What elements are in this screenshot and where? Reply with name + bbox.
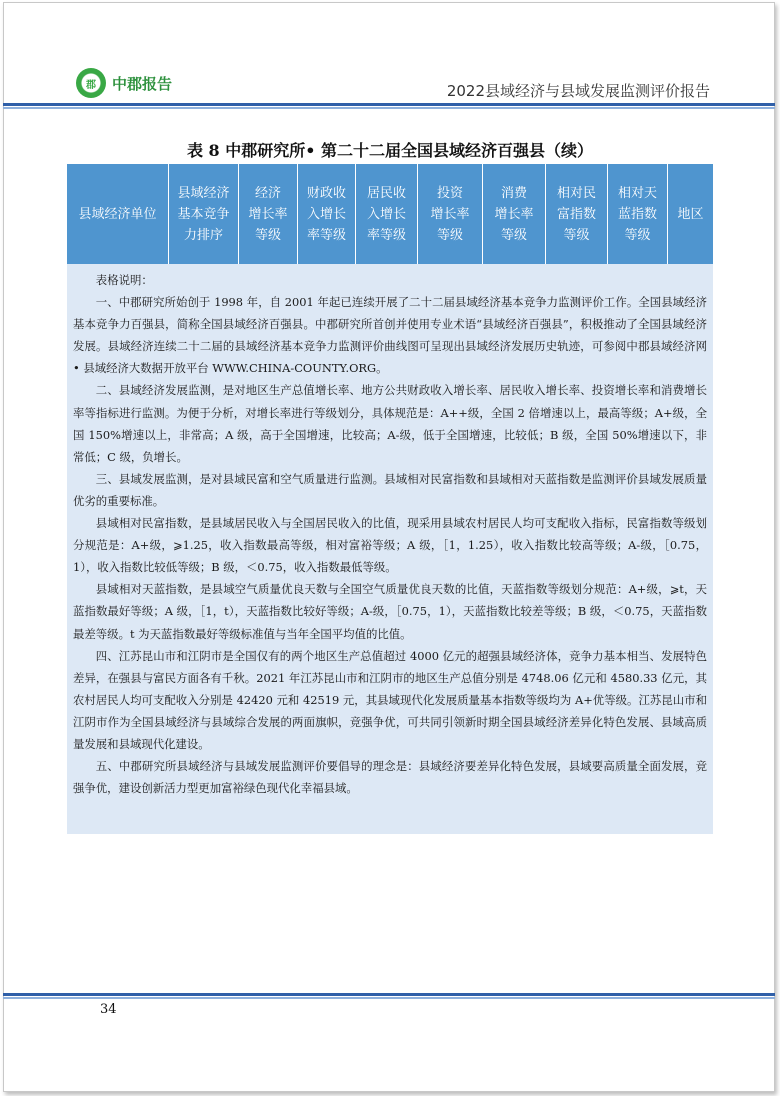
header-divider-light xyxy=(3,107,775,109)
page-number: 34 xyxy=(100,1002,117,1017)
col-header-investment-growth: 投资 增长率 等级 xyxy=(418,164,483,264)
col-header-bluesky-index: 相对天 蓝指数 等级 xyxy=(608,164,668,264)
report-title: 2022县域经济与县域发展监测评价报告 xyxy=(446,82,710,100)
table-caption: 表 8 中郡研究所• 第二十二届全国县域经济百强县（续） xyxy=(186,141,594,160)
notes-paragraph-6: 四、江苏昆山市和江阴市是全国仅有的两个地区生产总值超过 4000 亿元的超强县域经济体，竞争力基本相当、发展特色差异，在强县与富民方面各有千秋。2021 年江苏昆山市和江阴市的地区生产总值分别是 4748.06 亿元和 4580.33 亿元，其农村居民人均可支配收入分别是 42420 元和 42519 元，其县域现代化发展质量基本指数等级均为 A+优等级。江苏昆山市和江阴市作为全国县域经济与县域综合发展的两面旗帜，竞强争优，可共同引领新时期全国县域经济差异化特色发展、县域高质量发展和县域现代化建设。 xyxy=(73,648,707,751)
notes-paragraph-2: 二、县域经济发展监测，是对地区生产总值增长率、地方公共财政收入增长率、居民收入增长率、投资增长率和消费增长率等指标进行监测。为便于分析，对增长率进行等级划分，具体规范是：A++级，全国 2 倍增速以上，最高等级；A+级，全国 150%增速以上，非常高；A 级，高于全国增速，比较高；A-级，低于全国增速，比较低；B 级，全国 50%增速以下，非常低；C 级，负增长。 xyxy=(73,383,707,464)
col-header-income-growth: 居民收 入增长 率等级 xyxy=(356,164,418,264)
col-header-consumption-growth: 消费 增长率 等级 xyxy=(483,164,546,264)
notes-paragraph-3: 三、县域发展监测，是对县域民富和空气质量进行监测。县域相对民富指数和县域相对天蓝指数是监测评价县域发展质量优劣的重要标准。 xyxy=(73,471,707,508)
notes-paragraph-5: 县域相对天蓝指数，是县域空气质量优良天数与全国空气质量优良天数的比值，天蓝指数等级划分规范：A+级，⩾t，天蓝指数最好等级；A 级，［1，t），天蓝指数比较好等级；A-级，［0.75，1），天蓝指数比较差等级；B 级，＜0.75，天蓝指数最差等级。t 为天蓝指数最好等级标准值与当年全国平均值的比值。 xyxy=(73,582,707,641)
col-header-gdp-growth: 经济 增长率 等级 xyxy=(239,164,298,264)
brand-logo xyxy=(76,68,172,98)
footer-divider-light xyxy=(3,997,775,999)
notes-heading: 表格说明： xyxy=(95,273,153,287)
col-header-rank: 县域经济 基本竞争 力排序 xyxy=(169,164,239,264)
col-header-fiscal-growth: 财政收 入增长 率等级 xyxy=(298,164,356,264)
header-divider xyxy=(3,103,775,106)
footer-divider xyxy=(3,993,775,996)
col-header-region: 地区 xyxy=(677,206,704,222)
col-header-county: 县域经济单位 xyxy=(67,164,169,264)
table-notes xyxy=(67,264,713,834)
logo-text: 中郡报告 xyxy=(112,74,173,93)
col-header-wealth-index: 相对民 富指数 等级 xyxy=(546,164,608,264)
logo-badge-icon xyxy=(76,68,106,98)
notes-paragraph-7: 五、中郡研究所县域经济与县域发展监测评价要倡导的理念是：县域经济要差异化特色发展，县域要高质量全面发展，竞强争优，建设创新活力型更加富裕绿色现代化幸福县域。 xyxy=(73,759,707,796)
notes-paragraph-4: 县域相对民富指数，是县域居民收入与全国居民收入的比值，现采用县域农村居民人均可支配收入指标，民富指数等级划分规范是：A+级，⩾1.25，收入指数最高等级，相对富裕等级；A 级，［1，1.25），收入指数比较高等级；A-级，［0.75，1），收入指数比较低等级；B 级，＜0.75，收入指数最低等级。 xyxy=(73,516,707,575)
table-header-row xyxy=(67,164,713,264)
logo-badge-char: 郡 xyxy=(86,79,96,91)
notes-paragraph-1: 一、中郡研究所始创于 1998 年，自 2001 年起已连续开展了二十二届县域经济基本竞争力监测评价工作。全国县域经济基本竞争力百强县，简称全国县域经济百强县。中郡研究所首创并使用专业术语“县域经济百强县”，积极推动了全国县域经济发展。县域经济连续二十二届的县域经济基本竞争力监测评价曲线图可呈现出县域经济发展历史轨迹，可参阅中郡县域经济网 • 县域经济大数据开放平台 WWW.CHINA-COUNTY.ORG。 xyxy=(73,295,707,376)
